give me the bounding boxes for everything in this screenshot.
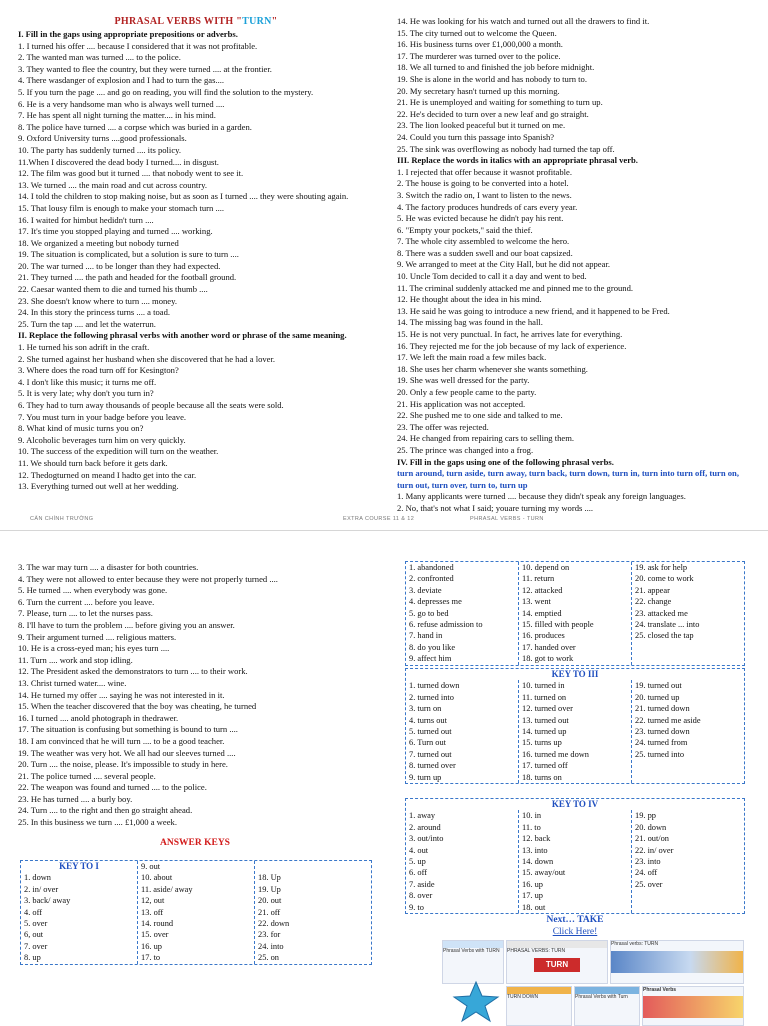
answer-item: 11. to <box>522 822 541 832</box>
exercise-line: 14. I told the children to stop making noise, but as soon as I turned .... they were shouting again. <box>18 191 349 202</box>
exercise-line: 3. Switch the radio on, I want to listen to the news. <box>397 189 572 200</box>
answer-item: 8. over <box>409 891 433 901</box>
exercise-line: 16. I turned .... anold photograph in thedrawer. <box>18 712 179 723</box>
answer-item: 21. appear <box>635 585 670 595</box>
answer-item: 15. filled with people <box>522 620 594 630</box>
exercise-line: 21. The police turned .... several people. <box>18 770 156 781</box>
exercise-line: 6. They had to turn away thousands of people because all the seats were sold. <box>18 400 284 410</box>
exercise-line: 16. They rejected me for the job because of my lack of experience. <box>397 340 627 351</box>
exercise-line: I. Fill in the gaps using appropriate prepositions or adverbs. <box>18 29 238 39</box>
exercise-line: 22. She pushed me to one side and talked to me. <box>397 410 563 421</box>
answer-keys-title: ANSWER KEYS <box>160 838 230 848</box>
exercise-line: 21. His application was not accepted. <box>397 398 526 409</box>
exercise-line: 24. Turn .... to the right and then go straight ahead. <box>18 805 193 816</box>
answer-item: 13. turned out <box>522 715 569 725</box>
answer-item: 19. pp <box>635 811 656 821</box>
answer-item: 18. out <box>522 902 546 912</box>
exercise-line: 14. He turned my offer .... saying he was not interested in it. <box>18 689 225 700</box>
exercise-line: 21. They turned .... the path and headed for the football ground. <box>18 272 237 283</box>
thumbnail-5[interactable]: Phrasal Verbs with Turn <box>574 986 640 1026</box>
exercise-line: 25. The prince was changed into a frog. <box>397 444 534 455</box>
answer-item: 20. come to work <box>635 574 694 584</box>
next-take-label: Next… TAKE <box>546 915 604 925</box>
answer-item: 20. out <box>258 896 282 906</box>
exercise-line: 5. If you turn the page .... and go on reading, you will find the solution to the mystery. <box>18 86 314 97</box>
answer-item: 5. go to bed <box>409 608 449 618</box>
key-to-i-box <box>20 860 372 965</box>
answer-item: 10. depend on <box>522 563 570 572</box>
exercise-line: 17. We left the main road a few miles back. <box>397 352 547 363</box>
answer-item: 7. aside <box>409 879 435 889</box>
exercise-line: 1. I turned his offer .... because I considered that it was not profitable. <box>18 40 258 51</box>
answer-item: 9. turn up <box>409 772 442 782</box>
exercise-line: 13. Everything turned out well at her wedding. <box>18 481 179 492</box>
answer-item: 9. out <box>141 862 161 871</box>
exercise-line: 22. He's decided to turn over a new leaf and go straight. <box>397 108 589 119</box>
exercise-line: 7. Please, turn .... to let the nurses pass. <box>18 608 153 619</box>
worksheet-column-page2 <box>18 562 374 829</box>
exercise-line: 24. In this story the princess turns .... a toad. <box>18 307 171 318</box>
exercise-line: 3. Where does the road turn off for Kesington? <box>18 365 179 376</box>
answer-item: 1. turned down <box>409 681 460 691</box>
answer-item: 14. round <box>141 919 174 929</box>
answer-item: 18. got to work <box>522 654 574 664</box>
answer-item: 16. up <box>522 879 543 889</box>
answer-item: 25. closed the tap <box>635 631 694 641</box>
answer-item: 5. turned out <box>409 727 452 737</box>
exercise-line: 7. He has spent all night turning the matter.... in his mind. <box>18 110 216 121</box>
exercise-line: 15. He is not very punctual. In fact, he arrives late for everything. <box>397 329 623 340</box>
footer-author: CẨN CHÍNH TRƯỜNG <box>30 516 94 522</box>
exercise-line: 17. It's time you stopped playing and turned .... working. <box>18 226 213 237</box>
answer-item: 1. away <box>409 811 436 821</box>
answer-item: 20. turned up <box>635 692 680 702</box>
exercise-line: 7. You must turn in your badge before you leave. <box>18 411 187 422</box>
answer-item: 10. turned in <box>522 681 565 691</box>
answer-item: 13. off <box>141 907 164 917</box>
thumbnail-3[interactable]: Phrasal verbs: TURN <box>610 940 744 984</box>
exercise-line: 5. It is very late; why don't you turn in? <box>18 388 154 399</box>
exercise-line: 11. The criminal suddenly attacked me and pinned me to the ground. <box>397 282 634 293</box>
answer-item: 6, out <box>24 930 44 940</box>
exercise-line: 2. No, that's not what I said; youare turning my words .... <box>397 502 594 513</box>
exercise-line: 20. Only a few people came to the party. <box>397 387 537 397</box>
exercise-line: 4. The factory produces hundreds of cars every year. <box>397 201 578 212</box>
answer-item: 13. into <box>522 845 548 855</box>
click-here-link[interactable]: Click Here! <box>552 927 598 937</box>
exercise-line: 25. In this business we turn .... £1,000 a week. <box>18 817 177 828</box>
answer-item: 25. on <box>258 953 279 963</box>
thumbnail-4[interactable]: TURN DOWN <box>506 986 572 1026</box>
worksheet-column-right <box>397 16 751 515</box>
answer-item: 24. turned from <box>635 738 688 748</box>
exercise-line: 15. The city turned out to welcome the Queen. <box>397 27 557 38</box>
answer-item: 10. in <box>522 811 542 821</box>
exercise-line: 23. She doesn't know where to turn .... money. <box>18 295 177 306</box>
exercise-line: 8. The police have turned .... a corpse which was buried in a garden. <box>18 121 252 132</box>
answer-item: 4. depresses me <box>409 597 462 607</box>
answer-item: 10. about <box>141 873 173 883</box>
answer-item: 22. in/ over <box>635 845 674 855</box>
exercise-line: 7. The whole city assembled to welcome the hero. <box>397 236 570 247</box>
answer-item: 25. over <box>635 879 663 889</box>
exercise-line: turn around, turn aside, turn away, turn back, turn down, turn in, turn into turn off, turn on, turn out, turn over, turn to, turn up <box>397 468 739 490</box>
answer-item: 22. turned me aside <box>635 715 701 725</box>
answer-item: 15. away/out <box>522 868 566 878</box>
exercise-line: 17. The murderer was turned over to the police. <box>397 50 561 61</box>
exercise-line: 22. Caesar wanted them to die and turned his thumb .... <box>18 284 208 295</box>
answer-item: 7. turned out <box>409 749 452 759</box>
exercise-line: 10. The success of the expedition will turn on the weather. <box>18 446 219 457</box>
answer-item: 22. down <box>258 919 290 929</box>
exercise-line: 18. She uses her charm whenever she wants something. <box>397 363 588 374</box>
answer-item: 18. Up <box>258 873 281 883</box>
answer-item: 2. turned into <box>409 692 454 702</box>
exercise-line: 9. Alcoholic beverages turn him on very quickly. <box>18 434 186 445</box>
answer-item: 11. aside/ away <box>141 884 193 894</box>
exercise-line: 16. His business turns over £1,000,000 a month. <box>397 39 563 50</box>
exercise-line: 23. The lion looked peaceful but it turned on me. <box>397 120 566 131</box>
answer-item: 22. change <box>635 597 672 607</box>
key-to-iv-title: KEY TO IV <box>551 799 599 809</box>
exercise-line: 13. He said he was going to introduce a new friend, and it happened to be Fred. <box>397 305 670 316</box>
answer-item: 8. do you like <box>409 642 456 652</box>
thumbnail-6[interactable]: Phrasal Verbs <box>642 986 744 1026</box>
answer-item: 6. refuse admission to <box>409 620 483 630</box>
key-to-ii-box <box>405 561 745 666</box>
exercise-line: 16. I waited for himbut hedidn't turn .... <box>18 214 154 225</box>
exercise-line: 4. There wasdanger of explosion and I had to turn the gas.... <box>18 75 225 86</box>
exercise-line: 9. Their argument turned .... religious matters. <box>18 631 177 642</box>
answer-item: 1. abandoned <box>409 563 454 572</box>
exercise-line: 10. The party has suddenly turned .... its policy. <box>18 144 182 155</box>
answer-item: 16. turned me down <box>522 749 589 759</box>
answer-item: 13. went <box>522 597 551 607</box>
exercise-line: 12. Thedogturned on meand I hadto get into the car. <box>18 469 197 480</box>
exercise-line: 14. He was looking for his watch and turned out all the drawers to find it. <box>397 16 650 26</box>
answer-item: 6. Turn out <box>409 738 447 748</box>
exercise-line: 18. We organized a meeting but nobody turned <box>18 237 179 248</box>
key-to-iii-title: KEY TO III <box>551 669 599 679</box>
exercise-line: 6. He is a very handsome man who is always well turned .... <box>18 98 225 109</box>
answer-item: 25. turned into <box>635 749 685 759</box>
exercise-line: 20. The war turned .... to be longer than they had expected. <box>18 260 221 271</box>
key-to-iv-box <box>405 798 745 914</box>
answer-item: 4. off <box>24 907 42 917</box>
exercise-line: 22. The weapon was found and turned .... to the police. <box>18 782 207 793</box>
exercise-line: 14. The missing bag was found in the hall. <box>397 317 543 328</box>
exercise-line: 10. He is a cross-eyed man; his eyes turn .... <box>18 643 170 654</box>
answer-item: 15. over <box>141 930 169 940</box>
answer-item: 3. out/into <box>409 834 444 844</box>
exercise-line: 10. Uncle Tom decided to call it a day and went to bed. <box>397 271 587 282</box>
exercise-line: 15. That lousy film is enough to make your stomach turn .... <box>18 202 225 213</box>
answer-item: 21. out/on <box>635 834 669 844</box>
answer-item: 17. to <box>141 953 161 963</box>
exercise-line: 5. He was evicted because he didn't pay his rent. <box>397 213 564 224</box>
answer-item: 17. turned off <box>522 761 568 771</box>
exercise-line: 19. She is alone in the world and has nobody to turn to. <box>397 73 587 84</box>
answer-item: 12. attacked <box>522 585 563 595</box>
thumbnail-1[interactable]: Phrasal Verbs with TURN <box>442 940 504 984</box>
answer-item: 12. turned over <box>522 704 573 714</box>
exercise-line: 23. The offer was rejected. <box>397 421 489 432</box>
exercise-line: 24. Could you turn this passage into Spanish? <box>397 131 555 142</box>
answer-item: 2. around <box>409 822 441 832</box>
answer-item: 21. off <box>258 907 281 917</box>
answer-item: 19. turned out <box>635 681 682 691</box>
answer-item: 19. Up <box>258 884 281 894</box>
answer-item: 15. turns up <box>522 738 562 748</box>
exercise-line: 21. He is unemployed and waiting for something to turn up. <box>397 97 603 108</box>
exercise-line: 11. Turn .... work and stop idling. <box>18 654 133 665</box>
exercise-line: 11. We should turn back before it gets dark. <box>18 457 168 468</box>
answer-item: 7. over <box>24 941 48 951</box>
answer-item: 9. to <box>409 902 424 912</box>
exercise-line: 4. They were not allowed to enter because they were not properly turned .... <box>18 573 278 584</box>
answer-item: 23. into <box>635 857 661 867</box>
exercise-line: 25. The sink was overflowing as nobody had turned the tap off. <box>397 143 615 154</box>
exercise-line: 12. The film was good but it turned .... that nobody went to see it. <box>18 168 244 179</box>
exercise-line: 12. He thought about the idea in his mind. <box>397 294 542 305</box>
answer-item: 23. attacked me <box>635 608 688 618</box>
answer-item: 17. up <box>522 891 543 901</box>
answer-item: 16. up <box>141 941 162 951</box>
exercise-line: 20. Turn .... the noise, please. It's impossible to study in here. <box>18 759 228 770</box>
exercise-line: 9. Oxford University turns ....good professionals. <box>18 133 187 144</box>
answer-item: 4. turns out <box>409 715 447 725</box>
answer-item: 12. back <box>522 834 551 844</box>
answer-item: 18. turns on <box>522 772 562 782</box>
answer-item: 8. up <box>24 953 41 963</box>
exercise-line: 17. The situation is confusing but something is bound to turn .... <box>18 724 238 735</box>
answer-item: 6. off <box>409 868 427 878</box>
exercise-line: 13. We turned .... the main road and cut across country. <box>18 179 208 190</box>
exercise-line: 8. What kind of music turns you on? <box>18 423 144 434</box>
exercise-line: 23. He has turned .... a burly boy. <box>18 793 133 804</box>
exercise-line: 12. The President asked the demonstrators to turn .... to their work. <box>18 666 248 677</box>
key-to-iii-box <box>405 668 745 784</box>
answer-item: 7. hand in <box>409 631 443 641</box>
exercise-line: 5. He turned .... when everybody was gone. <box>18 585 168 596</box>
footer-topic: PHRASAL VERBS - TURN <box>470 516 544 522</box>
answer-item: 2. confronted <box>409 574 454 584</box>
exercise-line: 1. I rejected that offer because it wasnot profitable. <box>397 166 572 177</box>
answer-item: 23. for <box>258 930 281 940</box>
exercise-line: 2. The house is going to be converted into a hotel. <box>397 178 569 189</box>
answer-item: 4. out <box>409 845 429 855</box>
answer-item: 23. turned down <box>635 727 690 737</box>
exercise-line: 9. We arranged to meet at the City Hall, but he did not appear. <box>397 259 610 270</box>
exercise-line: 19. The situation is complicated, but a solution is sure to turn .... <box>18 249 239 260</box>
exercise-line: 18. We all turned to and finished the job before midnight. <box>397 62 595 73</box>
answer-item: 11. turned on <box>522 692 567 702</box>
answer-item: 3. back/ away <box>24 896 71 906</box>
page-title: PHRASAL VERBS WITH "TURN" <box>114 16 278 27</box>
answer-item: 24. into <box>258 941 284 951</box>
answer-item: 2. in/ over <box>24 884 59 894</box>
exercise-line: 24. He changed from repairing cars to selling them. <box>397 433 575 444</box>
answer-item: 24. off <box>635 868 658 878</box>
answer-item: 3. turn on <box>409 704 442 714</box>
exercise-line: 19. The weather was very hot. We all had our sleeves turned .... <box>18 747 236 758</box>
worksheet-column-left <box>18 16 374 493</box>
exercise-line: 2. She turned against her husband when she discovered that he had a lover. <box>18 353 276 364</box>
exercise-line: 2. The wanted man was turned .... to the police. <box>18 52 181 63</box>
answer-item: 5. over <box>24 919 48 929</box>
answer-item: 24. translate ... into <box>635 620 700 630</box>
exercise-line: 6. "Empty your pockets," said the thief. <box>397 224 533 235</box>
answer-item: 17. handed over <box>522 642 576 652</box>
exercise-line: 4. I don't like this music; it turns me off. <box>18 376 157 387</box>
next-link-block <box>540 914 610 938</box>
exercise-line: IV. Fill in the gaps using one of the following phrasal verbs. <box>397 456 614 467</box>
answer-item: 11. return <box>522 574 555 584</box>
answer-item: 14. emptied <box>522 608 562 618</box>
exercise-line: 25. Turn the tap .... and let the waterrun. <box>18 318 156 329</box>
answer-item: 20. down <box>635 822 667 832</box>
exercise-line: 15. When the teacher discovered that the boy was cheating, he turned <box>18 701 257 712</box>
answer-item: 1. down <box>24 873 51 883</box>
answer-item: 16. produces <box>522 631 565 641</box>
answer-item: 12, out <box>141 896 165 906</box>
star-graphic-icon <box>448 980 504 1024</box>
exercise-line: 1. Many applicants were turned .... because they didn't speak any foreign languages. <box>397 491 686 502</box>
exercise-line: 6. Turn the current .... before you leave. <box>18 596 155 607</box>
exercise-line: 3. They wanted to flee the country, but they were turned .... at the frontier. <box>18 63 272 74</box>
answer-item: 14. turned up <box>522 727 567 737</box>
exercise-line: 1. He turned his son adrift in the craft. <box>18 342 150 353</box>
answer-item: 8. turned over <box>409 761 456 771</box>
footer-course: EXTRA COURSE 11 & 12 <box>343 516 415 522</box>
exercise-line: 19. She was well dressed for the party. <box>397 375 530 386</box>
exercise-line: 13. Christ turned water.... wine. <box>18 677 127 688</box>
exercise-line: 18. I am convinced that he will turn .... to be a good teacher. <box>18 735 225 746</box>
exercise-line: III. Replace the words in italics with an appropriate phrasal verb. <box>397 155 638 166</box>
answer-item: 5. up <box>409 857 426 867</box>
key-to-i-title: KEY TO I <box>59 861 99 871</box>
thumbnail-2[interactable]: PHRASAL VERBS: TURN TURN <box>506 940 608 984</box>
answer-item: 9. affect him <box>409 654 452 664</box>
exercise-line: 8. I'll have to turn the problem .... before giving you an answer. <box>18 619 235 630</box>
exercise-line: 8. There was a sudden swell and our boat capsized. <box>397 247 573 258</box>
exercise-line: 11.When I discovered the dead body I turned.... in disgust. <box>18 156 219 167</box>
exercise-line: 20. My secretary hasn't turned up this morning. <box>397 85 560 96</box>
answer-item: 19. ask for help <box>635 563 688 572</box>
answer-item: 21. turned down <box>635 704 690 714</box>
exercise-line: II. Replace the following phrasal verbs with another word or phrase of the same meaning. <box>18 330 347 341</box>
exercise-line: 3. The war may turn .... a disaster for both countries. <box>18 562 199 572</box>
answer-item: 3. deviate <box>409 585 442 595</box>
answer-item: 14. down <box>522 857 554 867</box>
